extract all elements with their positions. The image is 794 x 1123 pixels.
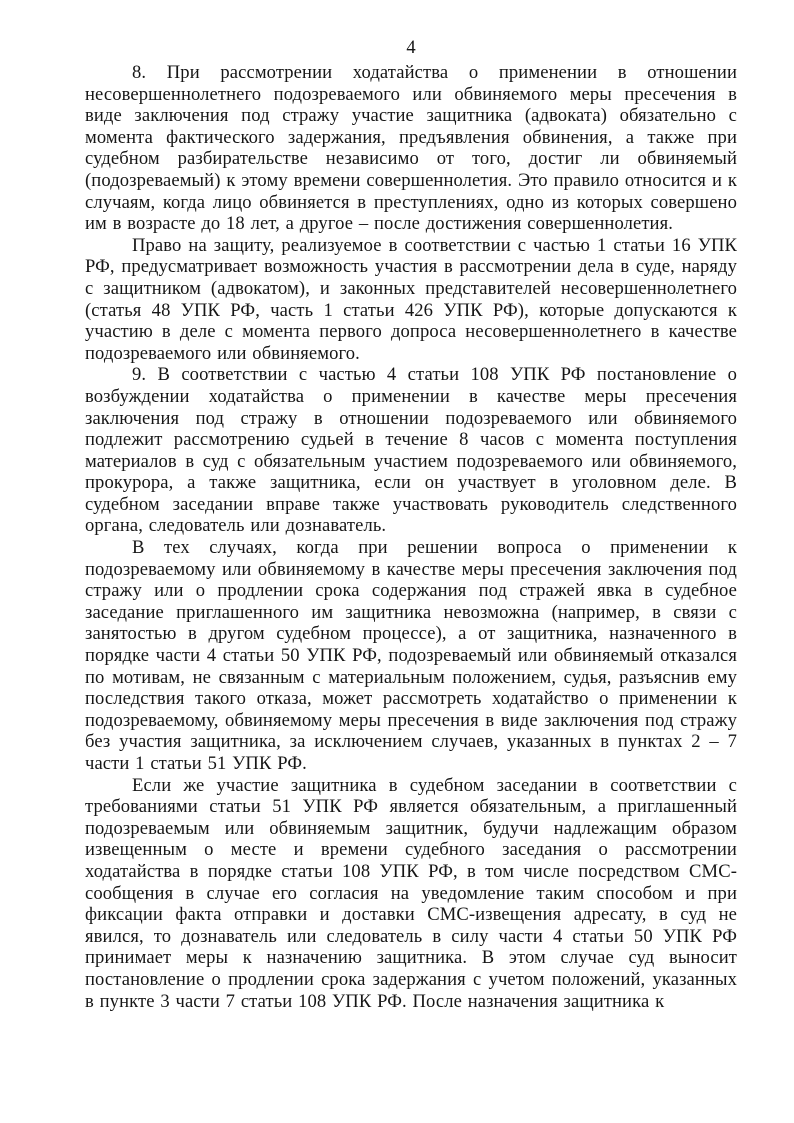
page-number: 4 [406, 37, 416, 58]
paragraph-right-to-defense: Право на защиту, реализуемое в соответствии с частью 1 статьи 16 УПК РФ, предусматривает возможность участия в рассмотрении дела в суде, наряду с защитником (адвокатом), и законных представителей несовершеннолетнего (статья 48 УПК РФ, часть 1 статьи 426 УПК РФ), которые допускаются к участию в деле с момента первого допроса несовершеннолетнего в качестве подозреваемого или обвиняемого. [85, 234, 737, 364]
paragraph-defender-unavailable: В тех случаях, когда при решении вопроса о применении к подозреваемому или обвиняемому в качестве меры пресечения заключения под стражу или о продлении срока содержания под стражей явка в судебное заседание приглашенного им защитника невозможна (например, в связи с занятостью в другом судебном процессе), а от защитника, назначенного в порядке части 4 статьи 50 УПК РФ, подозреваемый или обвиняемый отказался по мотивам, не связанным с материальным положением, судья, разъяснив ему последствия такого отказа, может рассмотреть ходатайство о применении к подозреваемому, обвиняемому меры пресечения в виде заключения под стражу без участия защитника, за исключением случаев, указанных в пунктах 2 – 7 части 1 статьи 51 УПК РФ. [85, 537, 737, 774]
document-body [85, 62, 737, 1012]
paragraph-9: 9. В соответствии с частью 4 статьи 108 УПК РФ постановление о возбуждении ходатайства о применении в качестве меры пресечения заключения под стражу в отношении подозреваемого или обвиняемого подлежит рассмотрению судьей в течение 8 часов с момента поступления материалов в суд с обязательным участием подозреваемого или обвиняемого, прокурора, а также защитника, если он участвует в уголовном деле. В судебном заседании вправе также участвовать руководитель следственного органа, следователь или дознаватель. [85, 364, 737, 537]
paragraph-8: 8. При рассмотрении ходатайства о применении в отношении несовершеннолетнего подозреваемого или обвиняемого меры пресечения в виде заключения под стражу участие защитника (адвоката) обязательно с момента фактического задержания, предъявления обвинения, а также при судебном разбирательстве независимо от того, достиг ли обвиняемый (подозреваемый) к этому времени совершеннолетия. Это правило относится и к случаям, когда лицо обвиняется в преступлениях, одно из которых совершено им в возрасте до 18 лет, а другое – после достижения совершеннолетия. [85, 62, 737, 235]
paragraph-mandatory-defense: Если же участие защитника в судебном заседании в соответствии с требованиями статьи 51 УПК РФ является обязательным, а приглашенный подозреваемым или обвиняемым защитник, будучи надлежащим образом извещенным о месте и времени судебного заседания о рассмотрении ходатайства в порядке статьи 108 УПК РФ, в том числе посредством СМС-сообщения в случае его согласия на уведомление таким способом и при фиксации факта отправки и доставки СМС-извещения адресату, в суд не явился, то дознаватель или следователь в силу части 4 статьи 50 УПК РФ принимает меры к назначению защитника. В этом случае суд выносит постановление о продлении срока задержания с учетом положений, указанных в пункте 3 части 7 статьи 108 УПК РФ. После назначения защитника к [85, 774, 737, 1012]
